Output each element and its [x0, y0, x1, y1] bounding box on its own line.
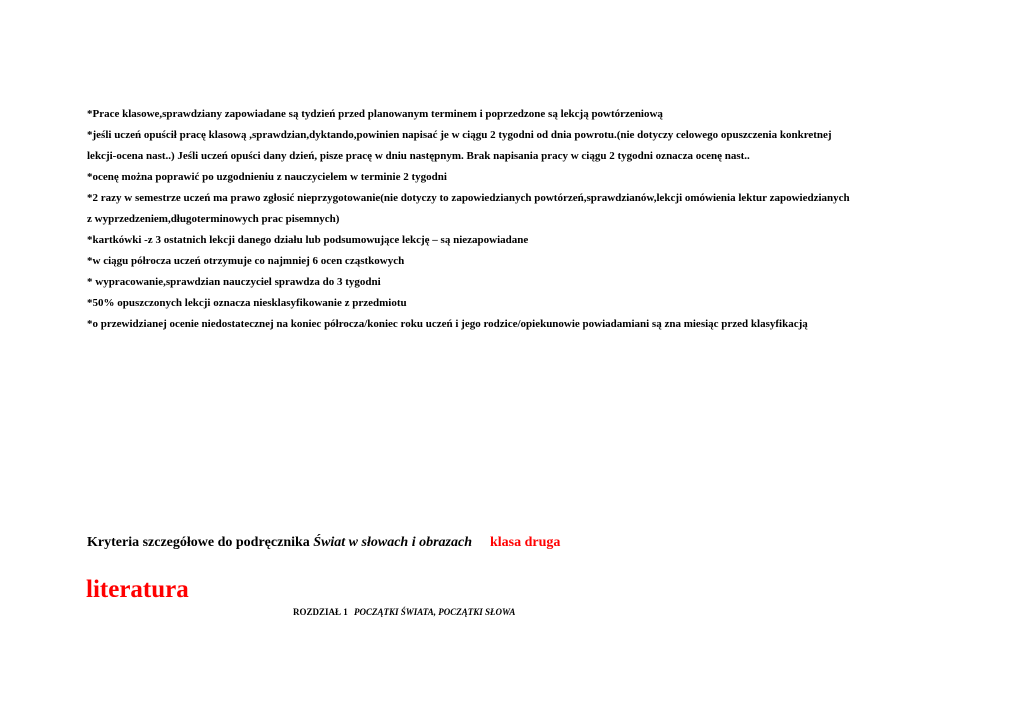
criteria-heading [87, 535, 560, 551]
rule-line: *kartkówki -z 3 ostatnich lekcji danego działu lub podsumowujące lekcję – są niezapowiadane [87, 234, 529, 246]
rule-line: *w ciągu półrocza uczeń otrzymuje co najmniej 6 ocen cząstkowych [87, 255, 405, 267]
rule-line: z wyprzedzeniem,długoterminowych prac pisemnych) [87, 213, 340, 225]
rule-line: lekcji-ocena nast..) Jeśli uczeń opuści dany dzień, pisze pracę w dniu następnym. Brak napisania pracy w ciągu 2 tygodni oznacza ocenę nast.. [87, 150, 750, 162]
rule-line: *jeśli uczeń opuścił pracę klasową ,sprawdzian,dyktando,powinien napisać je w ciągu 2 tygodni od dnia powrotu.(nie dotyczy celowego opuszczenia konkretnej [87, 129, 832, 141]
rule-line: *o przewidzianej ocenie niedostatecznej na koniec półrocza/koniec roku uczeń i jego rodzice/opiekunowie powiadamiani są zna miesiąc przed klasyfikacją [87, 318, 808, 330]
chapter-name: POCZĄTKI ŚWIATA, POCZĄTKI SŁOWA [354, 607, 516, 617]
rule-line: *ocenę można poprawić po uzgodnieniu z nauczycielem w terminie 2 tygodni [87, 171, 447, 183]
book-title: Świat w słowach i obrazach [313, 535, 472, 550]
criteria-prefix: Kryteria szczegółowe do podręcznika [87, 535, 314, 550]
rule-line: * wypracowanie,sprawdzian nauczyciel sprawdza do 3 tygodni [87, 276, 381, 288]
grade-label: klasa druga [489, 535, 561, 550]
rule-line: *50% opuszczonych lekcji oznacza niesklasyfikowanie z przedmiotu [87, 297, 407, 309]
chapter-heading [293, 607, 515, 617]
rule-line: *Prace klasowe,sprawdziany zapowiadane są tydzień przed planowanym terminem i poprzedzone są lekcją powtórzeniową [87, 108, 663, 120]
section-title: literatura [86, 576, 189, 603]
chapter-label: ROZDZIAŁ 1 [293, 607, 348, 617]
rule-line: *2 razy w semestrze uczeń ma prawo zgłosić nieprzygotowanie(nie dotyczy to zapowiedzianych powtórzeń,sprawdzianów,lekcji omówienia lektur zapowiedzianych [87, 192, 850, 204]
rules-list [87, 104, 947, 335]
